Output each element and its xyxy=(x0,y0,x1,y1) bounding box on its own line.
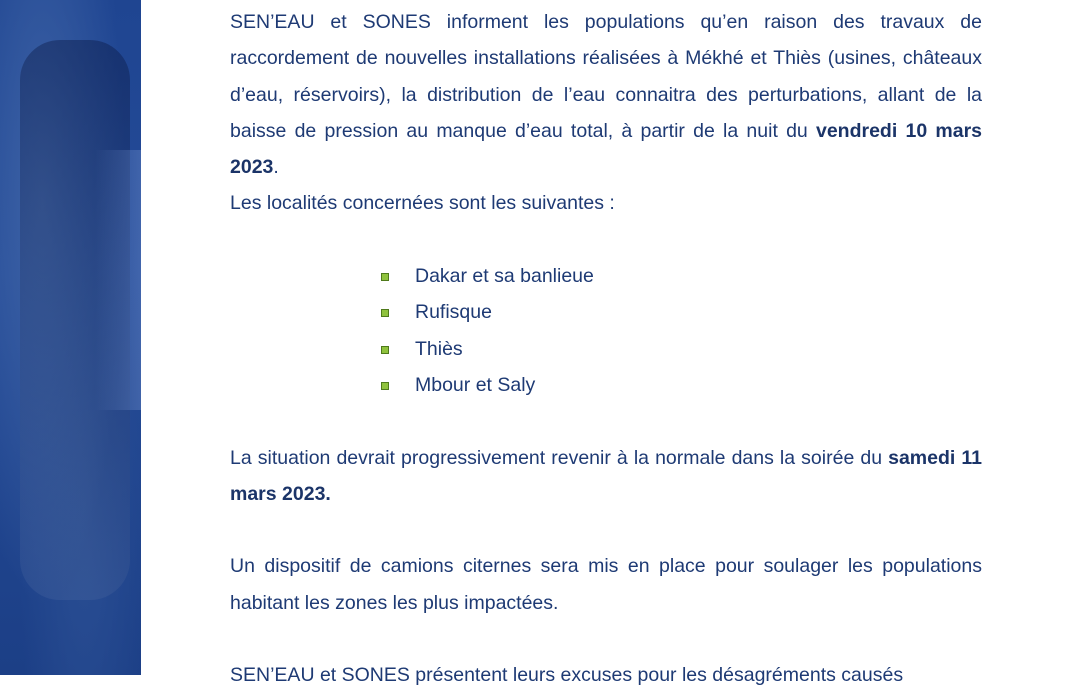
intro-date: vendredi 10 mars 2023 xyxy=(230,119,982,179)
bullet-icon xyxy=(381,382,389,390)
list-item: Rufisque xyxy=(415,294,982,330)
localites-list xyxy=(230,258,982,403)
dispositif-paragraph: Un dispositif de camions citernes sera mis en place pour soulager les populations habitant les zones les plus impactées. xyxy=(230,555,982,614)
bullet-icon xyxy=(381,346,389,354)
bullet-icon xyxy=(381,273,389,281)
communique-body xyxy=(230,4,982,694)
intro-paragraph: SEN’EAU et SONES informent les populations qu’en raison des travaux de raccordement de nouvelles installations réalisées à Mékhé et Thiès (usines, châteaux d’eau, réservoirs), la distribution de l’eau connaitra des perturbations, allant de la baisse de pression au manque d’eau total, à partir de la nuit du vendredi 10 mars 2023. xyxy=(230,11,982,179)
side-photo-panel xyxy=(0,0,141,675)
photo-highlight xyxy=(95,150,141,410)
list-item: Mbour et Saly xyxy=(415,367,982,403)
list-item: Dakar et sa banlieue xyxy=(415,258,982,294)
excuses-paragraph: SEN’EAU et SONES présentent leurs excuses pour les désagréments causés xyxy=(230,664,904,687)
bullet-icon xyxy=(381,309,389,317)
retour-paragraph: La situation devrait progressivement revenir à la normale dans la soirée du samedi 11 mars 2023. xyxy=(230,446,982,505)
retour-date: samedi 11 mars 2023. xyxy=(230,446,982,505)
list-item: Thiès xyxy=(415,331,982,367)
localites-intro: Les localités concernées sont les suivantes : xyxy=(230,192,615,215)
